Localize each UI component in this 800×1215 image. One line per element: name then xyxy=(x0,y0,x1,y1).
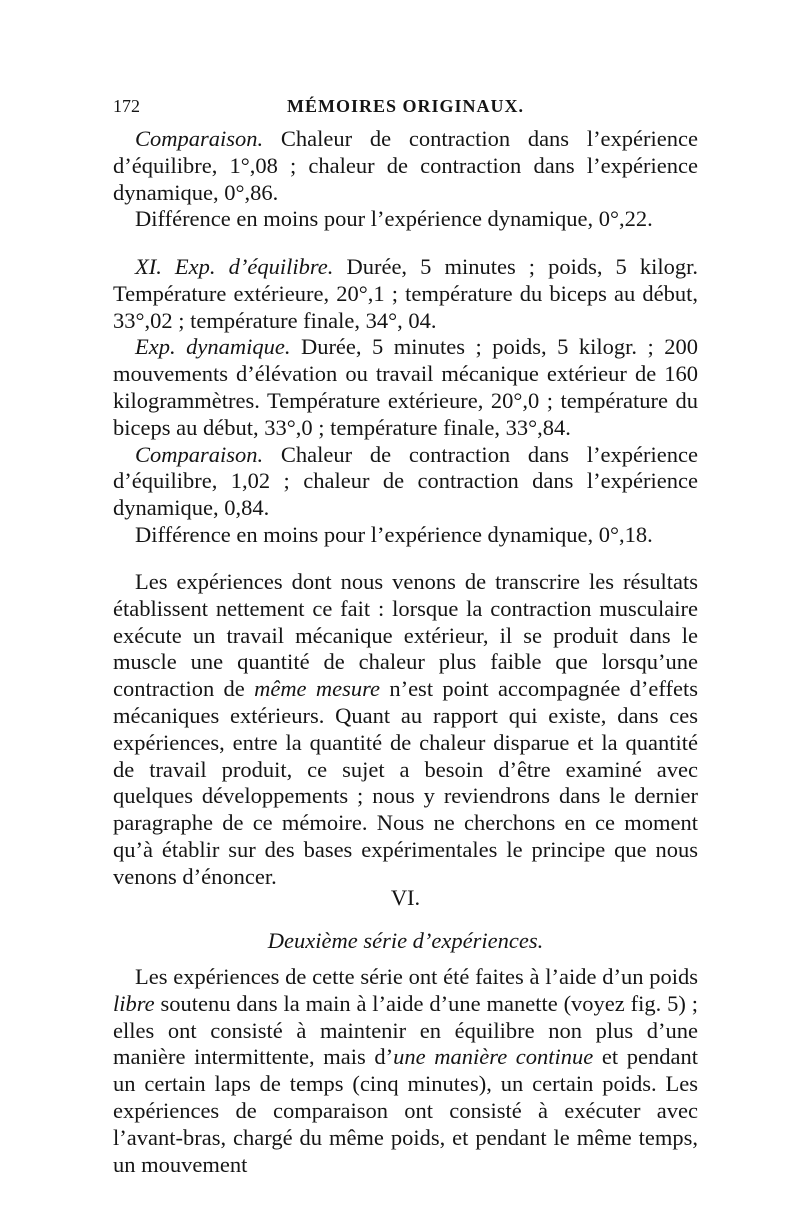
paragraph-text: Durée, 5 minutes ; poids, 5 kilogr. ; 200 mouvements d’élévation ou travail mécanique extérieur de 160 kilogrammètres. Température extérieure, 20°,0 ; température du biceps au début, 33°,0 ; température finale, 33°,84. xyxy=(113,334,698,440)
paragraph-text: Chaleur de contraction dans l’expérience d’équilibre, 1,02 ; chaleur de contraction dans l’expérience dynamique, 0,84. xyxy=(113,441,698,521)
comparison-block-x xyxy=(113,126,698,233)
italic-phrase: même mesure xyxy=(254,676,381,702)
paragraph-text: Les expériences de cette série ont été faites à l’aide d’un poids xyxy=(135,964,698,989)
italic-phrase: une manière continue xyxy=(393,1044,594,1070)
running-title: MÉMOIRES ORIGINAUX. xyxy=(286,96,524,116)
italic-label: Exp. dynamique. xyxy=(135,334,291,360)
page-header xyxy=(113,96,698,122)
section-title-text: Deuxième série d’expériences. xyxy=(267,928,544,953)
paragraph xyxy=(113,442,698,522)
experiment-block-xi xyxy=(113,254,698,549)
paragraph xyxy=(113,206,698,233)
paragraph xyxy=(113,964,698,1178)
italic-phrase: libre xyxy=(113,990,155,1016)
paragraph-text: et pendant un certain laps de temps (cinq minutes), un certain poids. Les expériences de comparaison ont consisté à exécuter avec l’avant-bras, chargé du même poids, et pendant le même temps, un mouvement xyxy=(113,1044,699,1177)
paragraph-text: Chaleur de contraction dans l’expérience d’équilibre, 1°,08 ; chaleur de contraction dans l’expérience dynamique, 0°,86. xyxy=(113,126,698,205)
conclusion-block xyxy=(113,569,698,891)
series-block xyxy=(113,964,698,1178)
paragraph xyxy=(113,254,698,334)
paragraph-text: Les expériences dont nous venons de transcrire les résultats établissent nettement ce fait : lorsque la contraction musculaire exécute un travail mécanique extérieur, il se produit dans le muscle une quantité de chaleur plus faible que lorsqu’une contraction de xyxy=(113,569,698,702)
paragraph xyxy=(113,334,698,441)
section-title xyxy=(113,928,698,954)
paragraph xyxy=(113,522,698,549)
paragraph-text: Différence en moins pour l’expérience dynamique, 0°,22. xyxy=(135,206,653,232)
paragraph-text: Durée, 5 minutes ; poids, 5 kilogr. Température extérieure, 20°,1 ; température du biceps au début, 33°,02 ; température finale, 34°, 04. xyxy=(113,254,698,333)
paragraph-text: soutenu dans la main à l’aide d’une manette (voyez fig. 5) ; elles ont consisté à maintenir en équilibre non plus d’une manière intermittente, mais d’ xyxy=(113,990,698,1070)
italic-label: Comparaison. xyxy=(135,126,264,151)
italic-label: XI. Exp. d’équilibre. xyxy=(135,254,334,279)
page-number: 172 xyxy=(113,96,140,116)
paragraph xyxy=(113,126,698,206)
paragraph-text: Différence en moins pour l’expérience dynamique, 0°,18. xyxy=(135,521,653,547)
italic-label: Comparaison. xyxy=(135,441,264,467)
paragraph-text: n’est point accompagnée d’effets mécaniques extérieurs. Quant au rapport qui existe, dans ces expériences, entre la quantité de chaleur disparue et la quantité de travail produit, ce sujet a besoin d’être examiné avec quelques développements ; nous y reviendrons dans le dernier paragraphe de ce mémoire. Nous ne cherchons en ce moment qu’à établir sur des bases expérimentales le principe que nous venons d’énoncer. xyxy=(113,676,698,889)
paragraph xyxy=(113,569,698,891)
section-number: VI. xyxy=(390,885,421,910)
